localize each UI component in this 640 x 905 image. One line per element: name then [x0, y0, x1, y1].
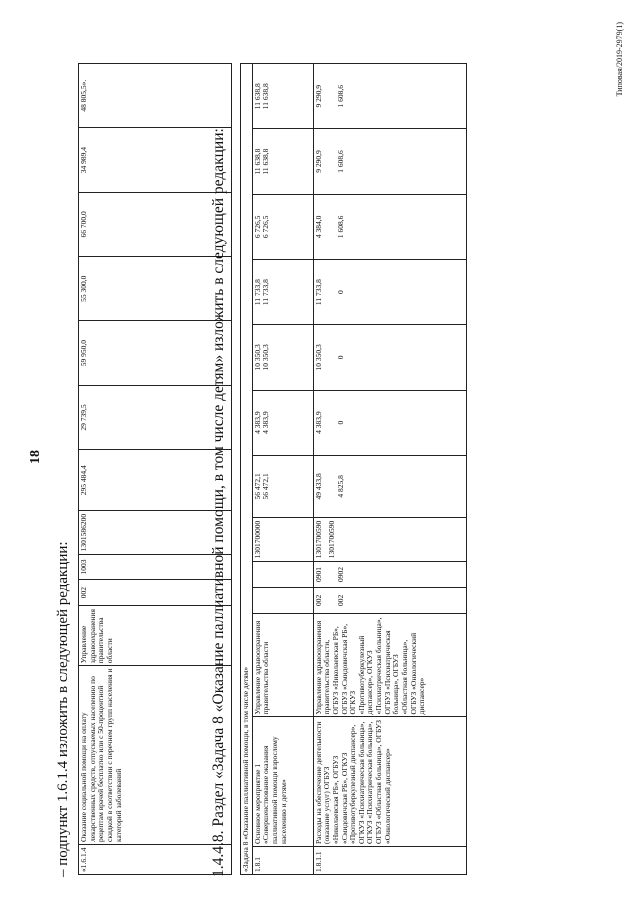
value: 11 638,8 — [252, 83, 262, 110]
value: 1 608,6 — [336, 150, 346, 173]
cell-year — [313, 390, 466, 455]
value: 11 733,8 — [313, 279, 323, 306]
value: 0901 — [313, 566, 323, 582]
cell-year — [313, 194, 466, 259]
value: 002 — [336, 594, 346, 607]
cell-total — [313, 455, 466, 517]
value: 0902 — [336, 566, 346, 582]
cell-year — [252, 64, 313, 129]
cell-year — [313, 129, 466, 194]
cell-year: 55 300,0 — [79, 257, 232, 321]
value: 10 350,3 — [252, 344, 262, 371]
value: 1301700590 — [327, 520, 337, 559]
table-caption-row — [241, 64, 253, 875]
cell-total — [252, 455, 313, 517]
cell-year — [252, 194, 313, 259]
cell-executor: Управление здравоохранения правительства области, ОГБУЗ «Николаевская РБ», ОГБУЗ «Смидовичская РБ», ОГКУЗ «Противотуберкулезный диспансер», ОГКУЗ «Психиатрическая больница», ОГБУЗ «Психиатрическая больница», ОГБУЗ «Областная больница», ОГБУЗ «Онкологический диспансер» — [313, 613, 466, 717]
value: 1 608,6 — [336, 215, 346, 239]
cell-executor: Управление здравоохранения правительства области — [252, 613, 313, 717]
value: 6 726,5 — [261, 215, 271, 239]
cell-year — [313, 64, 466, 129]
value: 11 733,8 — [252, 279, 262, 306]
value: 0 — [336, 420, 346, 425]
value: 11 638,8 — [261, 148, 271, 175]
value: 4 383,9 — [261, 411, 271, 434]
cell-grbs — [313, 587, 466, 613]
cell-year: 29 739,5 — [79, 385, 232, 449]
value: 0 — [336, 290, 346, 294]
value: 002 — [313, 594, 323, 607]
cell-year — [313, 259, 466, 324]
cell-csr — [313, 517, 466, 561]
value: 56 472,1 — [252, 473, 262, 500]
table-row — [252, 64, 313, 875]
cell-year — [252, 390, 313, 455]
value: 10 350,3 — [313, 344, 323, 371]
page-number: 18 — [28, 450, 43, 464]
cell-year: 66 700,0 — [79, 192, 232, 256]
heading-section: 1.4.4.8. Раздел «Задача 8 «Оказание паллиативной помощи, в том числе детям» изложить в следующей редакции: — [210, 128, 227, 877]
cell-rz — [313, 562, 466, 588]
cell-grbs — [252, 587, 313, 613]
value: 11 733,8 — [261, 279, 271, 306]
cell-executor: Управление здравоохранения правительства области — [79, 605, 232, 665]
value: 0 — [336, 355, 346, 360]
cell-year: 59 950,0 — [79, 321, 232, 385]
cell-grbs: 002 — [79, 580, 232, 606]
cell-year — [252, 259, 313, 324]
table-row — [79, 64, 232, 875]
cell-csr: 1301586200 — [79, 511, 232, 554]
value: 11 638,8 — [261, 83, 271, 110]
value: 4 383,9 — [313, 411, 323, 434]
cell-total: 295 484,4 — [79, 450, 232, 511]
table-subpoint-1-6-1-4 — [78, 63, 232, 875]
table-task-8 — [240, 63, 467, 875]
cell-year — [252, 129, 313, 194]
value: 6 726,5 — [252, 215, 262, 239]
value: 9 290,9 — [313, 84, 323, 108]
cell-name: Основное мероприятие 1 «Совершенствование оказания паллиативной помощи взрослому населению и детям» — [252, 717, 313, 847]
document-code: Типовая/2019-2979(1) — [615, 22, 624, 97]
cell-name: Расходы на обеспечение деятельности (оказание услуг) ОГБУЗ «Николаевская РБ», ОГБУЗ «Смидовичская РБ», ОГКУЗ «Противотуберкулезный диспансер», ОГКУЗ «Психиатрическая больница», ОГКУЗ «Психиатрическая больница», ОГБУЗ «Областная больница», ОГБУЗ «Онкологический диспансер» — [313, 717, 466, 847]
value: 4 384,0 — [313, 215, 323, 239]
cell-num: «1.6.1.4 — [79, 845, 232, 875]
value: 56 472,1 — [261, 473, 271, 500]
value: 49 433,8 — [313, 473, 323, 500]
value: 9 290,9 — [313, 150, 323, 173]
value: 1 608,6 — [336, 84, 346, 108]
cell-num: 1.8.1.1 — [313, 847, 466, 875]
cell-year — [313, 325, 466, 390]
table-row — [313, 64, 466, 875]
value: 10 350,3 — [261, 344, 271, 371]
cell-rz: 1003 — [79, 554, 232, 580]
cell-year — [252, 325, 313, 390]
table-caption: «Задача 8 «Оказание паллиативной помощи, в том числе детям» — [241, 64, 253, 875]
value: 1301700590 — [313, 520, 323, 559]
value: 4 383,9 — [252, 411, 262, 434]
cell-num: 1.8.1 — [252, 847, 313, 875]
value: 4 825,8 — [336, 475, 346, 498]
cell-year: 48 805,5». — [79, 64, 232, 128]
cell-name: Оказание социальной помощи на оплату лекарственных средств, отпускаемых населению по рецептам врачей бесплатно или с 50-процентной скидкой в соответствии с перечнем групп населения и категорий заболеваний — [79, 666, 232, 845]
cell-year: 34 989,4 — [79, 128, 232, 192]
cell-csr: 1301700000 — [252, 517, 313, 561]
cell-rz — [252, 562, 313, 588]
value: 11 638,8 — [252, 148, 262, 175]
heading-subpoint: – подпункт 1.6.1.4 изложить в следующей редакции: — [55, 541, 71, 877]
